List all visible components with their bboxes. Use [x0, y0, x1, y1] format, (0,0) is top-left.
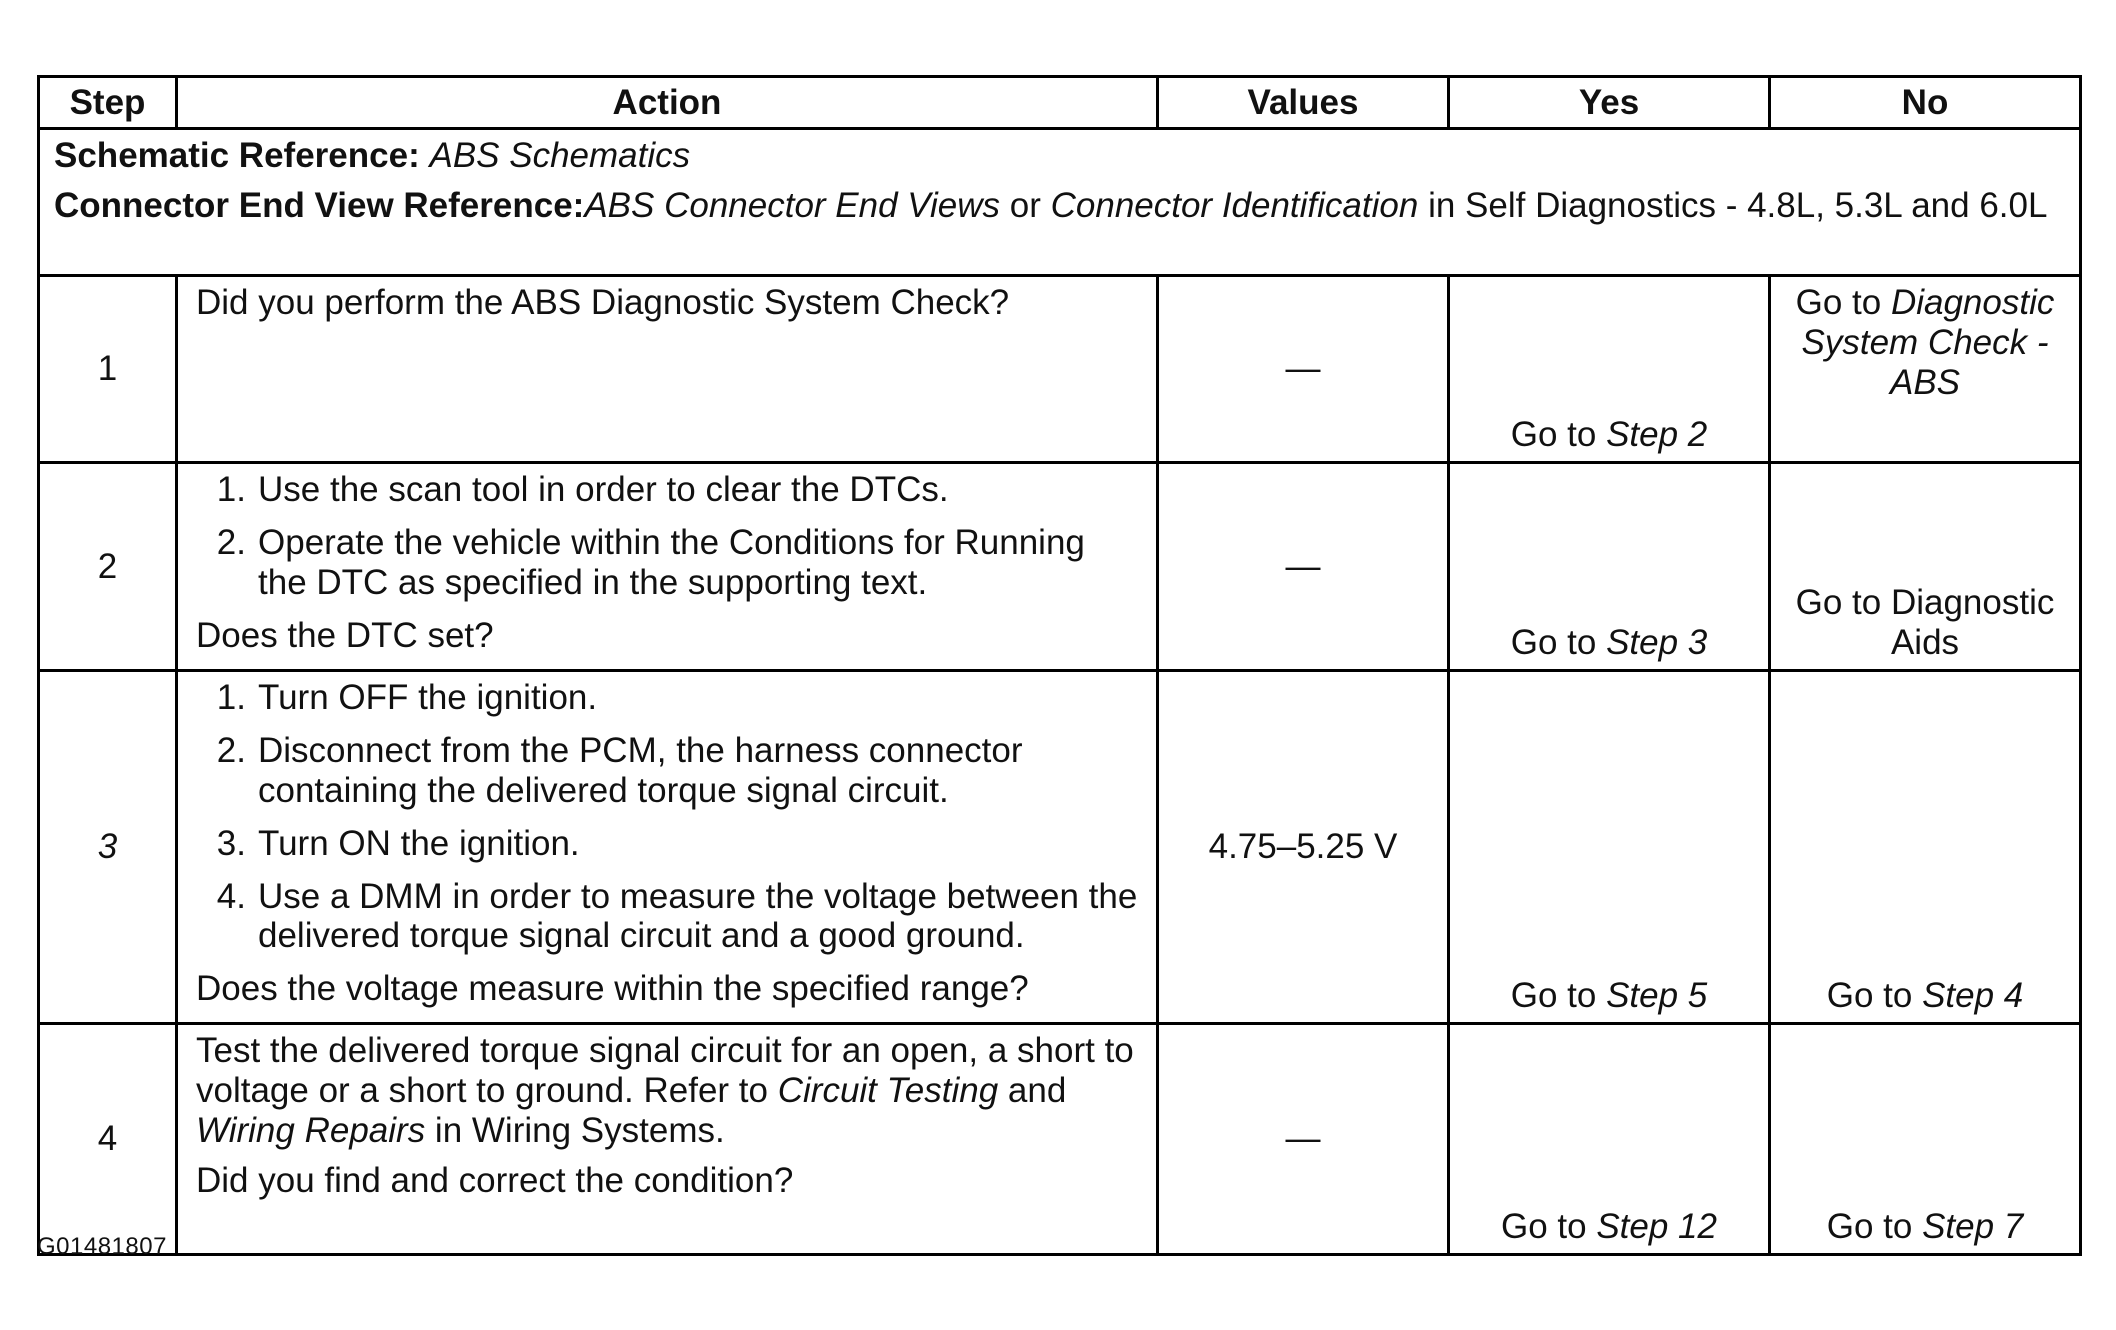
connector-identification-link[interactable]: Connector Identification — [1050, 185, 1419, 225]
wiring-repairs-link[interactable]: Wiring Repairs — [196, 1110, 426, 1150]
values-cell: — — [1158, 1024, 1449, 1255]
no-prefix: Go to — [1826, 976, 1923, 1016]
no-cell — [1770, 1024, 2081, 1255]
step-number: 3 — [39, 671, 177, 1024]
step-number: 2 — [39, 463, 177, 671]
yes-cell — [1449, 1024, 1770, 1255]
no-link[interactable]: Step 7 — [1922, 1207, 2024, 1247]
list-item-number: 1. — [216, 678, 246, 717]
yes-prefix: Go to — [1510, 623, 1607, 663]
list-item-text: Use the scan tool in order to clear the DTCs. — [258, 470, 949, 509]
list-item — [196, 523, 1142, 603]
table-row — [39, 1024, 2081, 1255]
values-cell: 4.75–5.25 V — [1158, 671, 1449, 1024]
table-row — [39, 463, 2081, 671]
header-no: No — [1770, 77, 2081, 129]
no-cell — [1770, 463, 2081, 671]
header-action: Action — [177, 77, 1158, 129]
action-steps-list — [196, 470, 1142, 603]
diagnostic-table — [37, 75, 2082, 1256]
list-item-number: 2. — [216, 522, 246, 562]
no-cell — [1770, 671, 2081, 1024]
action-question: Did you find and correct the condition? — [196, 1160, 794, 1200]
connector-label: Connector End View Reference: — [54, 185, 585, 225]
schematic-label: Schematic Reference: — [54, 136, 420, 175]
step-number: 4 — [39, 1024, 177, 1255]
action-question: Does the DTC set? — [196, 615, 494, 655]
action-text-part1: Test the delivered torque signal circuit for an open, a short to voltage or a short to ground. Refer to — [196, 1031, 1134, 1110]
list-item — [196, 678, 1142, 718]
yes-prefix: Go to — [1510, 976, 1607, 1016]
list-item-text: Turn OFF the ignition. — [258, 678, 598, 717]
yes-cell — [1449, 671, 1770, 1024]
header-step: Step — [39, 77, 177, 129]
list-item — [196, 877, 1142, 957]
values-cell: — — [1158, 276, 1449, 463]
no-cell — [1770, 276, 2081, 463]
header-values: Values — [1158, 77, 1449, 129]
list-item — [196, 731, 1142, 811]
action-cell — [177, 671, 1158, 1024]
schematic-link[interactable]: ABS Schematics — [429, 136, 691, 175]
list-item — [196, 470, 1142, 510]
action-cell — [177, 463, 1158, 671]
header-row — [39, 77, 2081, 129]
list-item-number: 4. — [216, 876, 246, 916]
list-item-text: Turn ON the ignition. — [258, 823, 580, 863]
list-item-number: 3. — [216, 823, 246, 863]
no-link[interactable]: Diagnostic System Check - ABS — [1801, 283, 2055, 402]
table-row — [39, 276, 2081, 463]
yes-prefix: Go to — [1510, 415, 1607, 455]
connector-end-views-link[interactable]: ABS Connector End Views — [584, 185, 1001, 225]
no-prefix: Go to — [1826, 1207, 1923, 1247]
step-number: 1 — [39, 276, 177, 463]
list-item-text: Disconnect from the PCM, the harness connector containing the delivered torque signal circuit. — [258, 730, 1023, 810]
list-item — [196, 824, 1142, 864]
no-link[interactable]: Step 4 — [1922, 976, 2024, 1016]
yes-cell — [1449, 276, 1770, 463]
connector-reference — [54, 186, 2065, 226]
yes-cell — [1449, 463, 1770, 671]
action-text: Did you perform the ABS Diagnostic System Check? — [196, 283, 1010, 322]
action-question: Does the voltage measure within the specified range? — [196, 969, 1029, 1009]
action-steps-list — [196, 678, 1142, 956]
no-prefix: Go to — [1795, 283, 1891, 322]
list-item-number: 2. — [216, 730, 246, 770]
no-link[interactable]: Go to Diagnostic Aids — [1795, 583, 2055, 663]
connector-tail-text: in Self Diagnostics - 4.8L, 5.3L and 6.0L — [1418, 185, 2048, 225]
action-cell — [177, 276, 1158, 463]
yes-link[interactable]: Step 5 — [1606, 976, 1708, 1016]
schematic-reference — [54, 136, 2065, 176]
diagnostic-table-container — [37, 75, 2079, 1256]
action-text — [196, 1031, 1142, 1151]
list-item-number: 1. — [216, 470, 246, 509]
header-yes: Yes — [1449, 77, 1770, 129]
action-text-part2: and — [998, 1070, 1067, 1110]
reference-cell — [39, 129, 2081, 276]
yes-prefix: Go to — [1501, 1207, 1597, 1247]
action-text-part3: in Wiring Systems. — [425, 1110, 725, 1150]
table-row — [39, 671, 2081, 1024]
yes-link[interactable]: Step 12 — [1596, 1207, 1717, 1247]
list-item-text: Operate the vehicle within the Conditions for Running the DTC as specified in the supporting text. — [258, 522, 1085, 602]
connector-or-text: or — [1000, 185, 1051, 225]
reference-row — [39, 129, 2081, 276]
list-item-text: Use a DMM in order to measure the voltage between the delivered torque signal circuit and a good ground. — [258, 876, 1138, 956]
values-cell: — — [1158, 463, 1449, 671]
action-cell — [177, 1024, 1158, 1255]
figure-id: G01481807 — [37, 1233, 167, 1260]
yes-link[interactable]: Step 2 — [1606, 415, 1708, 455]
yes-link[interactable]: Step 3 — [1606, 623, 1708, 663]
circuit-testing-link[interactable]: Circuit Testing — [777, 1070, 999, 1110]
